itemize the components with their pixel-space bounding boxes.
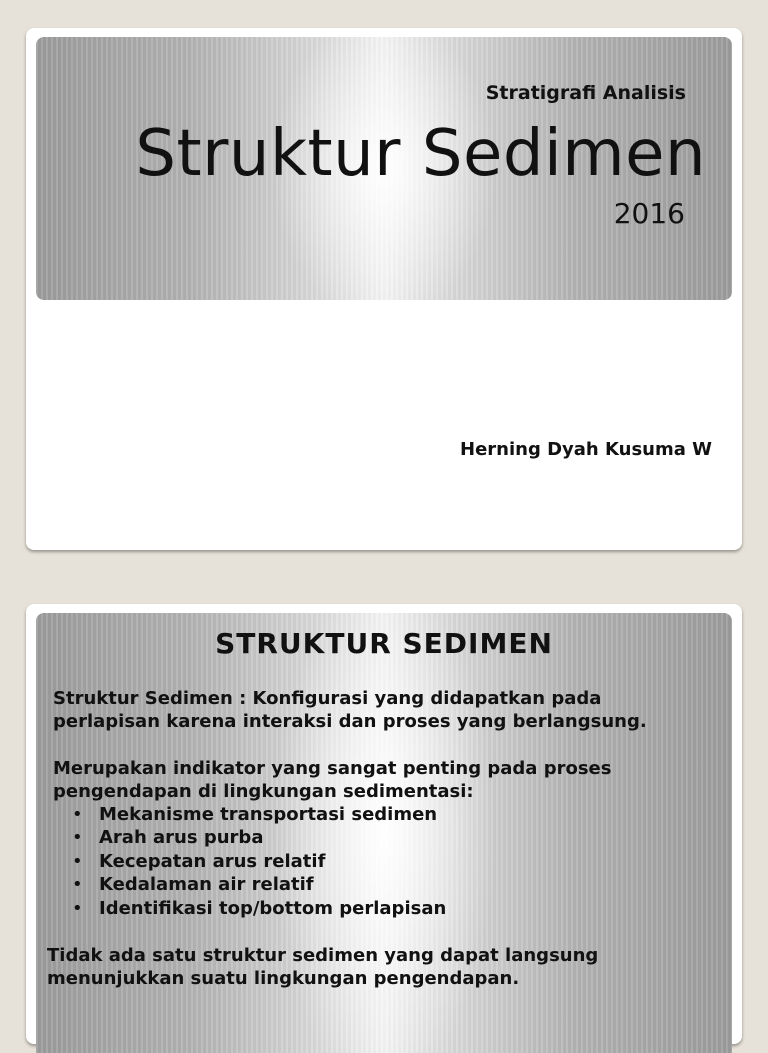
slide-title: Struktur Sedimen <box>135 117 706 191</box>
slide-author: Herning Dyah Kusuma W <box>460 439 712 460</box>
intro-paragraph <box>53 757 611 803</box>
closing-line: Tidak ada satu struktur sedimen yang dapat langsung <box>47 945 599 966</box>
definition-line: Struktur Sedimen : Konfigurasi yang didapatkan pada <box>53 688 602 709</box>
list-item <box>72 873 446 896</box>
content-banner <box>36 613 732 1053</box>
list-item-text: Kedalaman air relatif <box>99 874 314 896</box>
list-item-text: Identifikasi top/bottom perlapisan <box>99 897 447 919</box>
bullet-icon: • <box>72 874 83 896</box>
bullet-icon: • <box>72 804 83 825</box>
list-item-text: Arah arus purba <box>99 827 264 849</box>
title-slide <box>26 28 742 550</box>
list-item <box>72 826 446 849</box>
slide-subtitle: Stratigrafi Analisis <box>485 82 686 104</box>
closing-paragraph <box>47 944 598 990</box>
intro-line: pengendapan di lingkungan sedimentasi: <box>53 781 474 802</box>
indicator-list <box>72 803 446 920</box>
content-heading: STRUKTUR SEDIMEN <box>215 627 553 660</box>
slide-year: 2016 <box>613 197 685 230</box>
list-item <box>72 897 446 920</box>
bullet-icon: • <box>72 850 83 872</box>
list-item-text: Mekanisme transportasi sedimen <box>99 804 438 825</box>
definition-line: perlapisan karena interaksi dan proses yang berlangsung. <box>53 711 647 732</box>
bullet-icon: • <box>72 897 83 919</box>
list-item-text: Kecepatan arus relatif <box>99 850 326 872</box>
title-banner <box>36 37 732 300</box>
list-item <box>72 850 446 873</box>
bullet-icon: • <box>72 827 83 849</box>
intro-line: Merupakan indikator yang sangat penting pada proses <box>53 758 612 779</box>
closing-line: menunjukkan suatu lingkungan pengendapan. <box>47 968 520 989</box>
content-slide <box>26 604 742 1044</box>
list-item <box>72 803 446 826</box>
definition-paragraph <box>53 687 647 733</box>
